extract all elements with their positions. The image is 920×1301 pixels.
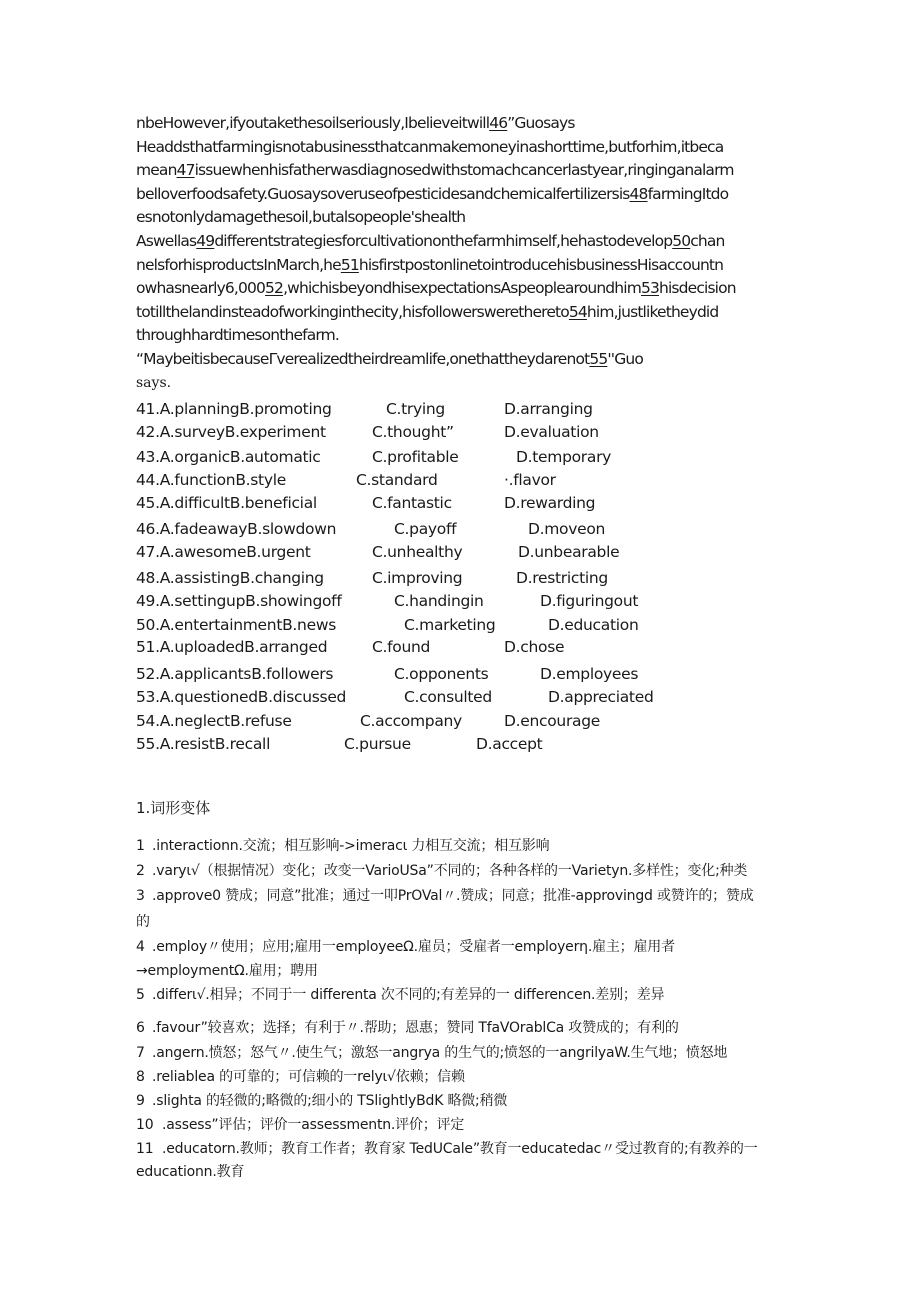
passage-line bbox=[136, 206, 786, 230]
passage-line bbox=[136, 254, 786, 278]
passage-text: Aswellas bbox=[136, 231, 197, 250]
vocab-text: .slighta 的轻微的;略微的;细小的 TSlightlyBdK 略微;稍微 bbox=[152, 1093, 508, 1109]
passage-text: “MaybeitisbecauseΓverealizedtheirdreamlife,onethattheydarenot bbox=[136, 349, 590, 368]
question-option: 51.A.uploadedB.arranged bbox=[136, 638, 328, 656]
vocab-entry bbox=[136, 1090, 507, 1110]
question-option: 45.A.difficultB.beneficial bbox=[136, 494, 317, 512]
question-option: C.payoff bbox=[394, 520, 457, 538]
passage-text: nbeHowever,ifyoutakethesoilseriously,Ibelieveitwill bbox=[136, 114, 490, 132]
question-option: 46.A.fadeawayB.slowdown bbox=[136, 520, 337, 538]
question-option: C.pursue bbox=[344, 735, 411, 753]
passage-text: says. bbox=[136, 374, 172, 391]
vocab-text: 的 bbox=[136, 914, 150, 930]
blank-number: 48 bbox=[629, 184, 648, 203]
question-option: 50.A.entertainmentB.news bbox=[136, 616, 336, 634]
question-option: D.education bbox=[548, 616, 639, 634]
question-option: C.fantastic bbox=[372, 494, 452, 512]
passage-text: him,justliketheydid bbox=[586, 302, 719, 321]
question-option: D.unbearable bbox=[518, 543, 620, 561]
passage-text: farmingItdo bbox=[647, 184, 729, 203]
passage-line bbox=[136, 112, 786, 136]
question-option: C.improving bbox=[372, 569, 463, 587]
vocab-text: .educatorn.教师；教育工作者；教育家 TedUCale”教育一educatedac〃受过教育的;有教养的一 bbox=[162, 1141, 758, 1157]
question-option: C.unhealthy bbox=[372, 543, 463, 561]
passage-line bbox=[136, 183, 786, 207]
question-option: D.rewarding bbox=[504, 494, 596, 512]
vocab-text: .reliablea 的可靠的；可信赖的一relyι√依赖；信赖 bbox=[152, 1069, 465, 1085]
blank-number: 54 bbox=[568, 302, 587, 321]
vocab-text: .interactionn.交流；相互影响->imeracι 力相互交流；相互影响 bbox=[152, 838, 550, 854]
passage-text: belloverfoodsafety.Guosaysoveruseofpesticidesandchemicalfertilizersis bbox=[136, 184, 630, 203]
passage-line bbox=[136, 372, 786, 396]
question-option: C.profitable bbox=[372, 448, 459, 466]
vocab-number: 7 bbox=[136, 1045, 145, 1061]
vocab-text: .favour”较喜欢；选择；有利于〃.帮助；恩惠；赞同 TfaVOrablCa 攻赞成的；有利的 bbox=[152, 1020, 679, 1036]
question-option: 41.A.planningB.promoting bbox=[136, 400, 332, 418]
question-option: C.thought” bbox=[372, 423, 454, 441]
vocab-number: 11 bbox=[136, 1141, 154, 1157]
question-option: 44.A.functionB.style bbox=[136, 471, 286, 489]
passage-text: esnotonlydamagethesoil,butalsopeople'shealth bbox=[136, 208, 466, 227]
passage-line bbox=[136, 277, 786, 301]
vocab-entry bbox=[136, 885, 754, 905]
passage-text: hisfirstpostonlinetointroducehisbusinessHisaccountn bbox=[358, 255, 724, 274]
blank-number: 51 bbox=[340, 255, 359, 274]
vocab-entry bbox=[136, 835, 549, 855]
question-option: D.temporary bbox=[516, 448, 612, 466]
passage-line bbox=[136, 301, 786, 325]
passage-line bbox=[136, 324, 786, 348]
question-option: D.encourage bbox=[504, 712, 600, 730]
passage-text: throughhardtimesonthefarm. bbox=[136, 326, 339, 345]
blank-number: 52 bbox=[265, 279, 284, 298]
vocab-text: .varyι√（根据情况）变化；改变一VarioUSa”不同的；各种各样的一Varietyn.多样性；变化;种类 bbox=[152, 863, 748, 879]
vocab-number: 5 bbox=[136, 987, 145, 1003]
question-option: C.marketing bbox=[404, 616, 496, 634]
passage-text: ,whichisbeyondhisexpectationsAspeoplearoundhim bbox=[283, 279, 641, 298]
question-option: D.evaluation bbox=[504, 423, 599, 441]
vocab-text: →employmentΩ.雇用；聘用 bbox=[136, 963, 318, 979]
passage-text: issuewhenhisfatherwasdiagnosedwithstomachcancerlastyear,ringinganalarm bbox=[194, 161, 734, 180]
question-option: D.figuringout bbox=[540, 592, 639, 610]
question-option: C.opponents bbox=[394, 665, 489, 683]
passage-text: hisdecision bbox=[659, 279, 736, 298]
vocab-number: 6 bbox=[136, 1020, 145, 1036]
question-option: D.chose bbox=[504, 638, 565, 656]
passage-text: chan bbox=[690, 231, 725, 250]
vocab-entry bbox=[136, 1138, 758, 1158]
cloze-passage bbox=[136, 112, 786, 395]
question-option: C.found bbox=[372, 638, 431, 656]
vocab-text: .assess”评估；评价一assessmentn.评价；评定 bbox=[162, 1117, 465, 1133]
blank-number: 47 bbox=[176, 161, 195, 180]
question-option: C.accompany bbox=[360, 712, 462, 730]
passage-text: Headdsthatfarmingisnotabusinessthatcanmakemoneyinashorttime,butforhim,itbeca bbox=[136, 137, 724, 156]
vocab-text: .angern.愤怒；怒气〃.使生气；激怒一angrya 的生气的;愤怒的一angrilyaW.生气地；愤怒地 bbox=[152, 1045, 728, 1061]
question-option: D.employees bbox=[540, 665, 639, 683]
passage-line bbox=[136, 348, 786, 372]
vocab-number: 9 bbox=[136, 1093, 145, 1109]
question-option: D.restricting bbox=[516, 569, 608, 587]
vocab-entry bbox=[136, 1017, 679, 1037]
blank-number: 55 bbox=[589, 349, 608, 368]
passage-text: ”Guosays bbox=[507, 114, 575, 132]
vocab-entry bbox=[136, 911, 150, 931]
question-option: D.arranging bbox=[504, 400, 593, 418]
vocab-number: 4 bbox=[136, 939, 145, 955]
question-option: 54.A.neglectB.refuse bbox=[136, 712, 292, 730]
vocab-entry bbox=[136, 936, 675, 956]
question-option: C.consulted bbox=[404, 688, 492, 706]
question-option: D.accept bbox=[476, 735, 543, 753]
question-option: 49.A.settingupB.showingoff bbox=[136, 592, 342, 610]
passage-text: nelsforhisproductsInMarch,he bbox=[136, 255, 341, 274]
vocab-number: 1 bbox=[136, 838, 145, 854]
vocab-entry bbox=[136, 1042, 727, 1062]
blank-number: 53 bbox=[640, 279, 659, 298]
passage-line bbox=[136, 136, 786, 160]
vocab-entry bbox=[136, 960, 318, 980]
question-option: 42.A.surveyB.experiment bbox=[136, 423, 326, 441]
vocab-entry bbox=[136, 1114, 464, 1134]
blank-number: 46 bbox=[489, 114, 508, 132]
question-option: 52.A.applicantsB.followers bbox=[136, 665, 334, 683]
vocab-number: 3 bbox=[136, 888, 145, 904]
passage-text: differentstrategiesforcultivationonthefarmhimself,hehastodevelop bbox=[214, 231, 673, 250]
passage-text: ''Guo bbox=[607, 349, 643, 368]
passage-line bbox=[136, 230, 786, 254]
passage-line bbox=[136, 159, 786, 183]
vocab-entry bbox=[136, 984, 664, 1004]
vocab-number: 2 bbox=[136, 863, 145, 879]
vocab-text: .employ〃使用；应用;雇用一employeeΩ.雇员；受雇者一employerη.雇主；雇用者 bbox=[152, 939, 675, 955]
passage-text: mean bbox=[136, 161, 177, 180]
question-option: 55.A.resistB.recall bbox=[136, 735, 271, 753]
vocab-text: .differι√.相异；不同于一 differenta 次不同的;有差异的一 differencen.差别；差异 bbox=[152, 987, 665, 1003]
question-option: C.standard bbox=[356, 471, 438, 489]
passage-text: totillthelandinsteadofworkinginthecity,hisfollowerswerethereto bbox=[136, 302, 569, 321]
question-option: 53.A.questionedB.discussed bbox=[136, 688, 347, 706]
question-option: 47.A.awesomeB.urgent bbox=[136, 543, 311, 561]
question-option: D.moveon bbox=[528, 520, 606, 538]
passage-text: owhasnearly6,000 bbox=[136, 279, 266, 298]
question-option: D.appreciated bbox=[548, 688, 654, 706]
vocab-section-title: 1.词形变体 bbox=[136, 799, 211, 817]
vocab-number: 10 bbox=[136, 1117, 154, 1133]
question-option: C.trying bbox=[386, 400, 445, 418]
question-option: C.handingin bbox=[394, 592, 484, 610]
vocab-text: educationn.教育 bbox=[136, 1164, 245, 1180]
vocab-entry bbox=[136, 1066, 465, 1086]
vocab-entry bbox=[136, 860, 747, 880]
question-option: 48.A.assistingB.changing bbox=[136, 569, 324, 587]
blank-number: 50 bbox=[672, 231, 691, 250]
vocab-entry bbox=[136, 1161, 244, 1181]
blank-number: 49 bbox=[196, 231, 215, 250]
vocab-text: .approve0 赞成；同意”批准；通过一叩PrOVal〃.赞成；同意；批准-approvingd 或赞许的；赞成 bbox=[152, 888, 754, 904]
vocab-number: 8 bbox=[136, 1069, 145, 1085]
question-option: ·.flavor bbox=[504, 471, 556, 489]
question-option: 43.A.organicB.automatic bbox=[136, 448, 321, 466]
